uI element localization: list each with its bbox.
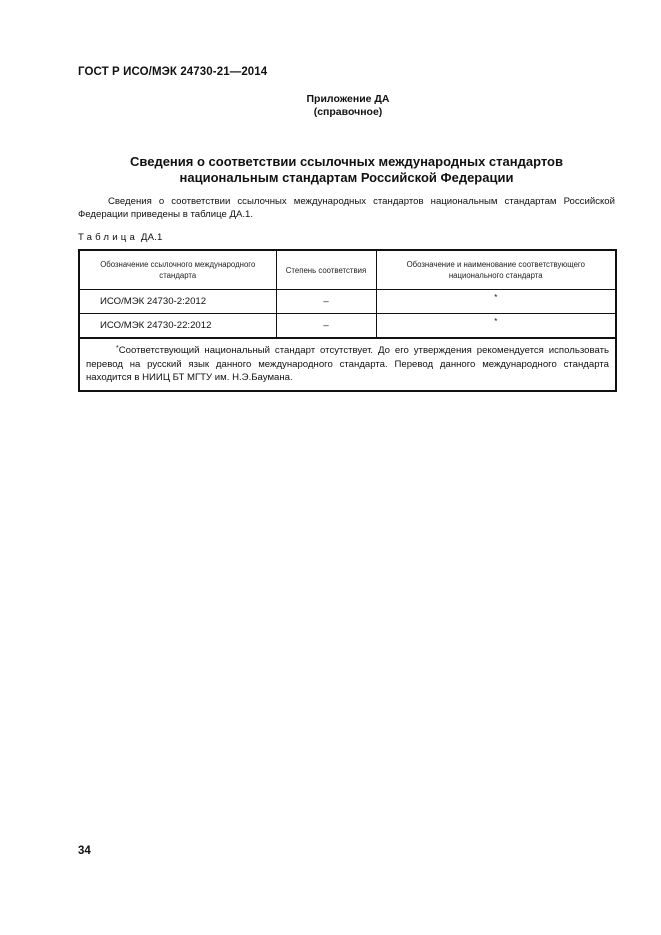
cell-degree: – [276, 290, 376, 314]
cell-designation: ИСО/МЭК 24730-22:2012 [79, 314, 276, 339]
header-national-standard: Обозначение и наименование соответствующего национального стандарта [376, 250, 616, 290]
section-title-line-2: национальным стандартам Российской Федерации [179, 169, 514, 185]
appendix-heading [250, 93, 446, 119]
table-footnote-row [79, 338, 616, 391]
footnote-text: Соответствующий национальный стандарт отсутствует. До его утверждения рекомендуется использовать перевод на русский язык данного международного стандарта. Перевод данного международного стандарта находится в НИИЦ БТ МГТУ им. Н.Э.Баумана. [86, 345, 609, 383]
cell-national [376, 314, 616, 339]
table-header-row [79, 250, 616, 290]
correspondence-table [78, 249, 617, 392]
appendix-title: Приложение ДА [306, 93, 390, 105]
header-international-standard: Обозначение ссылочного международного стандарта [79, 250, 276, 290]
header-degree: Степень соответствия [276, 250, 376, 290]
section-title [78, 154, 615, 185]
table-row [79, 290, 616, 314]
table-footnote [79, 338, 616, 391]
intro-paragraph: Сведения о соответствии ссылочных международных стандартов национальным стандартам Российской Федерации приведены в таблице ДА.1. [78, 196, 615, 220]
cell-designation: ИСО/МЭК 24730-2:2012 [79, 290, 276, 314]
cell-degree: – [276, 314, 376, 339]
page-number: 34 [78, 845, 91, 857]
cell-national-mark: * [494, 317, 498, 326]
footnote-mark: * [116, 345, 119, 352]
cell-national [376, 290, 616, 314]
table-caption-id: ДА.1 [140, 232, 163, 243]
table-caption-word: Таблица [78, 232, 139, 243]
appendix-subtitle: (справочное) [313, 106, 383, 118]
table-row [79, 314, 616, 339]
cell-national-mark: * [494, 293, 498, 302]
document-code: ГОСТ Р ИСО/МЭК 24730-21—2014 [78, 66, 268, 78]
section-title-line-1: Сведения о соответствии ссылочных международных стандартов [130, 154, 563, 169]
table-caption [78, 232, 163, 243]
